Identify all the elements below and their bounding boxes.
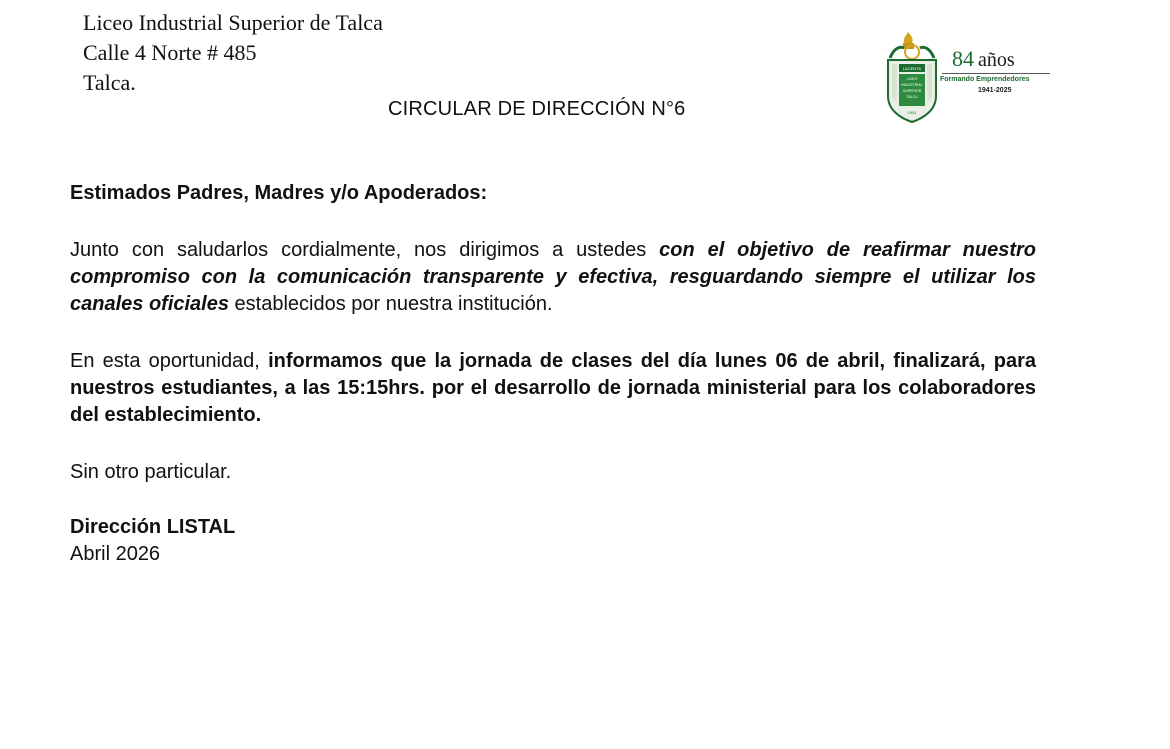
institution-city: Talca. (83, 70, 136, 95)
circular-title: CIRCULAR DE DIRECCIÓN N°6 (388, 98, 686, 120)
crest-year: 1941 (907, 110, 917, 115)
closing: Sin otro particular. (70, 461, 232, 483)
anniversary-title (952, 46, 1015, 72)
letterhead (83, 8, 383, 98)
letter-date: Abril 2026 (70, 543, 161, 565)
letter-body (70, 180, 1036, 568)
crest-line-4: TALCA (906, 95, 918, 99)
school-crest-icon (884, 30, 940, 125)
paragraph-announcement (70, 348, 1036, 429)
anniversary-years: 1941-2025 (978, 87, 1012, 94)
anniversary-tagline: Formando Emprendedores (940, 76, 1030, 83)
anniversary-logo (884, 30, 1064, 125)
paragraph-greeting-end: establecidos por nuestra institución. (228, 293, 553, 315)
institution-name: Liceo Industrial Superior de Talca (83, 10, 383, 35)
paragraph-greeting-emphasis: con el objetivo de reafirmar nuestro compromiso con la comunicación transparente y efectiva, resguardando siempre el utilizar los canales oficiales (70, 239, 1036, 315)
signature: Dirección LISTAL (70, 516, 236, 538)
paragraph-greeting-intro: Junto con saludarlos cordialmente, nos dirigimos a ustedes (70, 239, 660, 261)
paragraph-announcement-emphasis: informamos que la jornada de clases del día lunes 06 de abril, finalizará, para nuestros estudiantes, a las 15:15hrs. por el desarrollo de jornada ministerial para los colaboradores del establecimiento. (70, 350, 1036, 426)
crest-top-text: LACENTA (902, 66, 922, 71)
crest-line-2: INDUSTRIAL (901, 83, 923, 87)
crest-line-1: LICEO (906, 77, 918, 81)
paragraph-announcement-intro: En esta oportunidad, (70, 350, 269, 372)
anniversary-word: años (978, 49, 1015, 71)
institution-address: Calle 4 Norte # 485 (83, 40, 257, 65)
crest-line-3: SUPERIOR (902, 89, 922, 93)
salutation: Estimados Padres, Madres y/o Apoderados: (70, 182, 488, 204)
anniversary-divider (942, 73, 1050, 74)
paragraph-greeting (70, 237, 1036, 318)
anniversary-number: 84 (952, 46, 974, 71)
